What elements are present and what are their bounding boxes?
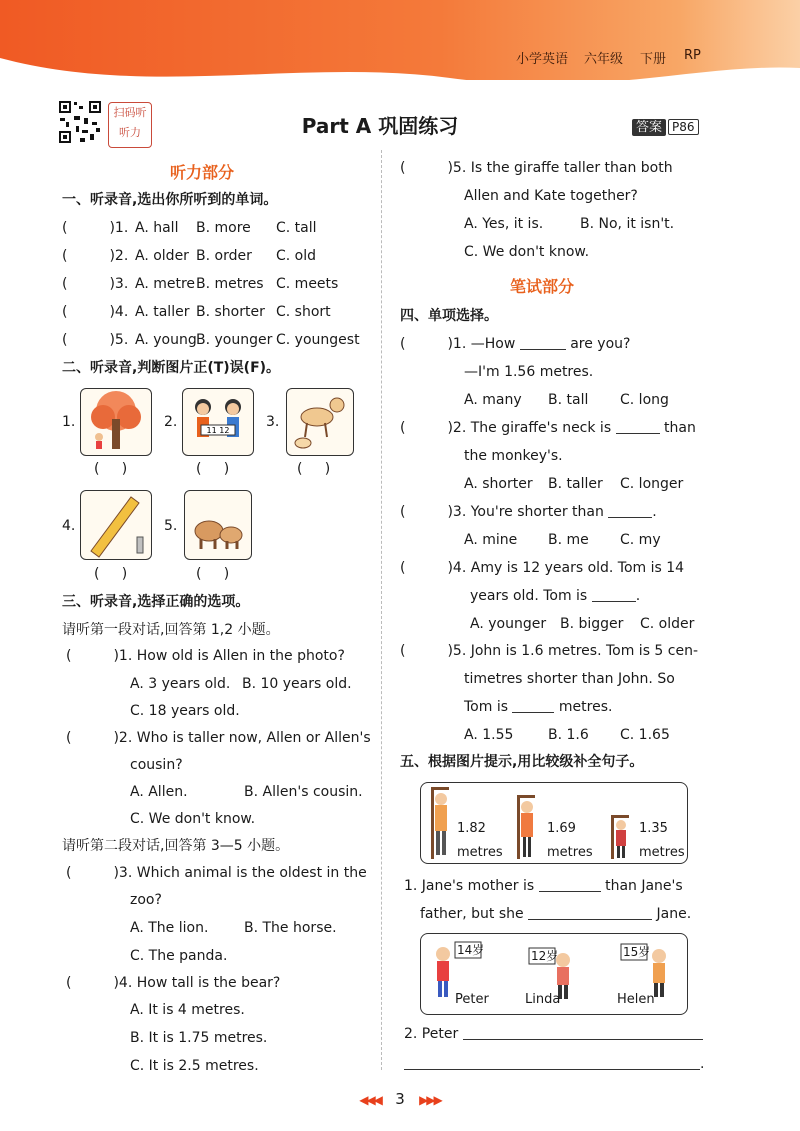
s4-q4: ( )4. Amy is 12 years old. Tom is 14 — [400, 560, 685, 576]
answer-paren-2[interactable]: ( ) — [196, 461, 230, 477]
s4-q4-blank[interactable] — [592, 587, 636, 602]
edition-label: RP — [684, 48, 701, 63]
s1-item-4-c: C. short — [276, 304, 331, 320]
age-peter: 14岁 — [457, 943, 485, 957]
s3-q5: ( )5. Is the giraffe taller than both — [400, 160, 673, 176]
s1-item-5-c: C. youngest — [276, 332, 360, 348]
height-2: 1.69 — [547, 821, 576, 836]
s4-q5-c: C. 1.65 — [620, 727, 670, 743]
page-footer — [0, 1090, 800, 1108]
s4-q5-a: A. 1.55 — [464, 727, 514, 743]
s5-sentence-1-line1: 1. Jane's mother is than Jane's — [404, 878, 683, 894]
s3-q5-c: C. We don't know. — [464, 244, 590, 260]
s1-item-1: ( )1. — [62, 220, 129, 236]
next-arrows-icon: ▶▶▶ — [419, 1093, 441, 1107]
s1-item-4-b: B. shorter — [196, 304, 265, 320]
s3-q4-c: C. It is 2.5 metres. — [130, 1058, 259, 1074]
s1-item-3: ( )3. — [62, 276, 129, 292]
s1-item-2-a: A. older — [135, 248, 189, 264]
section-1-title: 一、听录音,选出你所听到的单词。 — [62, 192, 278, 208]
answer-paren-3[interactable]: ( ) — [297, 461, 331, 477]
picture-label-2: 2. — [164, 414, 178, 430]
s1-item-2-b: B. order — [196, 248, 252, 264]
s3-q3-a: A. The lion. — [130, 920, 209, 936]
s1-item-5-b: B. younger — [196, 332, 273, 348]
s4-q3: ( )3. You're shorter than . — [400, 504, 657, 520]
listening-heading: 听力部分 — [170, 163, 235, 182]
s4-q1-b: B. tall — [548, 392, 589, 408]
s3-q2-cont: cousin? — [130, 757, 183, 773]
answer-label: 答案 — [632, 119, 666, 136]
banner-wave — [0, 58, 800, 98]
s1-item-1-a: A. hall — [135, 220, 179, 236]
name-linda: Linda — [525, 992, 561, 1007]
page-title: Part A 巩固练习 — [301, 114, 459, 138]
s3-q4-b: B. It is 1.75 metres. — [130, 1030, 268, 1046]
answer-reference — [632, 116, 699, 135]
s4-q4-a: A. younger — [470, 616, 547, 632]
picture-label-4: 4. — [62, 518, 76, 534]
s1-item-3-c: C. meets — [276, 276, 339, 292]
s3-q1-c: C. 18 years old. — [130, 703, 240, 719]
subject-label: 小学英语 — [516, 52, 569, 67]
s5-s2-blank-2[interactable] — [404, 1055, 700, 1070]
s4-q5-blank[interactable] — [512, 698, 554, 713]
age-linda: 12岁 — [531, 949, 559, 963]
picture-ruler — [80, 490, 152, 560]
page-number: 3 — [395, 1090, 405, 1108]
s3-q2-a: A. Allen. — [130, 784, 188, 800]
s3-q3-c: C. The panda. — [130, 948, 228, 964]
s5-sentence-1-line2: father, but she Jane. — [420, 906, 692, 922]
s3-q2-c: C. We don't know. — [130, 811, 256, 827]
picture-label-5: 5. — [164, 518, 178, 534]
s4-q2-line2: the monkey's. — [464, 448, 563, 464]
height-1: 1.82 — [457, 821, 486, 836]
s1-item-5: ( )5. — [62, 332, 129, 348]
s4-q2-b: B. taller — [548, 476, 603, 492]
s3-q2: ( )2. Who is taller now, Allen or Allen's — [66, 730, 371, 746]
s1-item-3-a: A. metre — [135, 276, 196, 292]
written-heading: 笔试部分 — [510, 277, 575, 296]
section-3-title: 三、听录音,选择正确的选项。 — [62, 594, 250, 610]
s5-s1-blank-1[interactable] — [539, 877, 601, 892]
s3-q4: ( )4. How tall is the bear? — [66, 975, 281, 991]
s5-s1-blank-2[interactable] — [528, 905, 652, 920]
picture-tree — [80, 388, 152, 456]
s3-q3-b: B. The horse. — [244, 920, 337, 936]
picture-ages — [420, 933, 688, 1015]
name-helen: Helen — [617, 992, 655, 1007]
s4-q1-c: C. long — [620, 392, 669, 408]
grade-label: 六年级 — [584, 52, 624, 67]
s4-q5-line2: timetres shorter than John. So — [464, 671, 675, 687]
s4-q1: ( )1. —How are you? — [400, 336, 631, 352]
dialog-1-intro: 请听第一段对话,回答第 1,2 小题。 — [62, 622, 280, 638]
s5-sentence-2-line2: . — [404, 1054, 704, 1074]
answer-paren-4[interactable]: ( ) — [94, 566, 128, 582]
s4-q2: ( )2. The giraffe's neck is than — [400, 420, 696, 436]
s4-q5-line3: Tom is metres. — [464, 699, 613, 715]
s4-q4-line2: years old. Tom is . — [470, 588, 641, 604]
s4-q3-c: C. my — [620, 532, 661, 548]
height-3-unit: metres — [639, 845, 685, 860]
section-5-title: 五、根据图片提示,用比较级补全句子。 — [400, 754, 644, 770]
s4-q5-b: B. 1.6 — [548, 727, 589, 743]
s5-s2-blank-1[interactable] — [463, 1025, 703, 1040]
s5-sentence-2-line1: 2. Peter — [404, 1024, 703, 1044]
sign-numbers: 11 12 — [206, 426, 230, 435]
picture-heights — [420, 782, 688, 864]
s4-q2-c: C. longer — [620, 476, 684, 492]
scan-to-listen-label: 扫码听听力 — [108, 102, 152, 148]
s4-q3-blank[interactable] — [608, 503, 652, 518]
s3-q1: ( )1. How old is Allen in the photo? — [66, 648, 345, 664]
height-3: 1.35 — [639, 821, 668, 836]
s1-item-1-c: C. tall — [276, 220, 317, 236]
s1-item-2: ( )2. — [62, 248, 129, 264]
section-2-title: 二、听录音,判断图片正(T)误(F)。 — [62, 360, 281, 376]
s3-q5-cont: Allen and Kate together? — [464, 188, 638, 204]
section-4-title: 四、单项选择。 — [400, 308, 498, 324]
s4-q1-a: A. many — [464, 392, 522, 408]
s3-q3-cont: zoo? — [130, 892, 162, 908]
picture-elephants — [184, 490, 252, 560]
s1-item-1-b: B. more — [196, 220, 251, 236]
s3-q5-b: B. No, it isn't. — [580, 216, 675, 232]
picture-horse-dog — [286, 388, 354, 456]
picture-kids-sign — [182, 388, 254, 456]
picture-label-3: 3. — [266, 414, 280, 430]
s1-item-3-b: B. metres — [196, 276, 264, 292]
age-helen: 15岁 — [623, 945, 651, 959]
s4-q3-b: B. me — [548, 532, 589, 548]
s1-item-4: ( )4. — [62, 304, 129, 320]
answer-paren-5[interactable]: ( ) — [196, 566, 230, 582]
s4-q2-blank[interactable] — [616, 419, 660, 434]
answer-paren-1[interactable]: ( ) — [94, 461, 128, 477]
volume-label: 下册 — [640, 52, 667, 67]
s4-q4-b: B. bigger — [560, 616, 624, 632]
s3-q1-b: B. 10 years old. — [242, 676, 352, 692]
s3-q5-a: A. Yes, it is. — [464, 216, 544, 232]
s4-q1-blank[interactable] — [520, 335, 566, 350]
s1-item-4-a: A. taller — [135, 304, 190, 320]
column-divider — [381, 150, 382, 1070]
s4-q3-a: A. mine — [464, 532, 518, 548]
answer-page: P86 — [668, 119, 699, 135]
s4-q4-c: C. older — [640, 616, 695, 632]
s1-item-2-c: C. old — [276, 248, 317, 264]
dialog-2-intro: 请听第二段对话,回答第 3—5 小题。 — [62, 838, 290, 854]
s3-q4-a: A. It is 4 metres. — [130, 1002, 245, 1018]
s1-item-5-a: A. young — [135, 332, 197, 348]
s4-q2-a: A. shorter — [464, 476, 533, 492]
picture-label-1: 1. — [62, 414, 76, 430]
s3-q2-b: B. Allen's cousin. — [244, 784, 363, 800]
s4-q1-line2: —I'm 1.56 metres. — [464, 364, 594, 380]
s3-q1-a: A. 3 years old. — [130, 676, 231, 692]
height-1-unit: metres — [457, 845, 503, 860]
prev-arrows-icon: ◀◀◀ — [359, 1093, 381, 1107]
height-2-unit: metres — [547, 845, 593, 860]
s3-q3: ( )3. Which animal is the oldest in the — [66, 865, 367, 881]
name-peter: Peter — [455, 992, 489, 1007]
s4-q5: ( )5. John is 1.6 metres. Tom is 5 cen- — [400, 643, 699, 659]
